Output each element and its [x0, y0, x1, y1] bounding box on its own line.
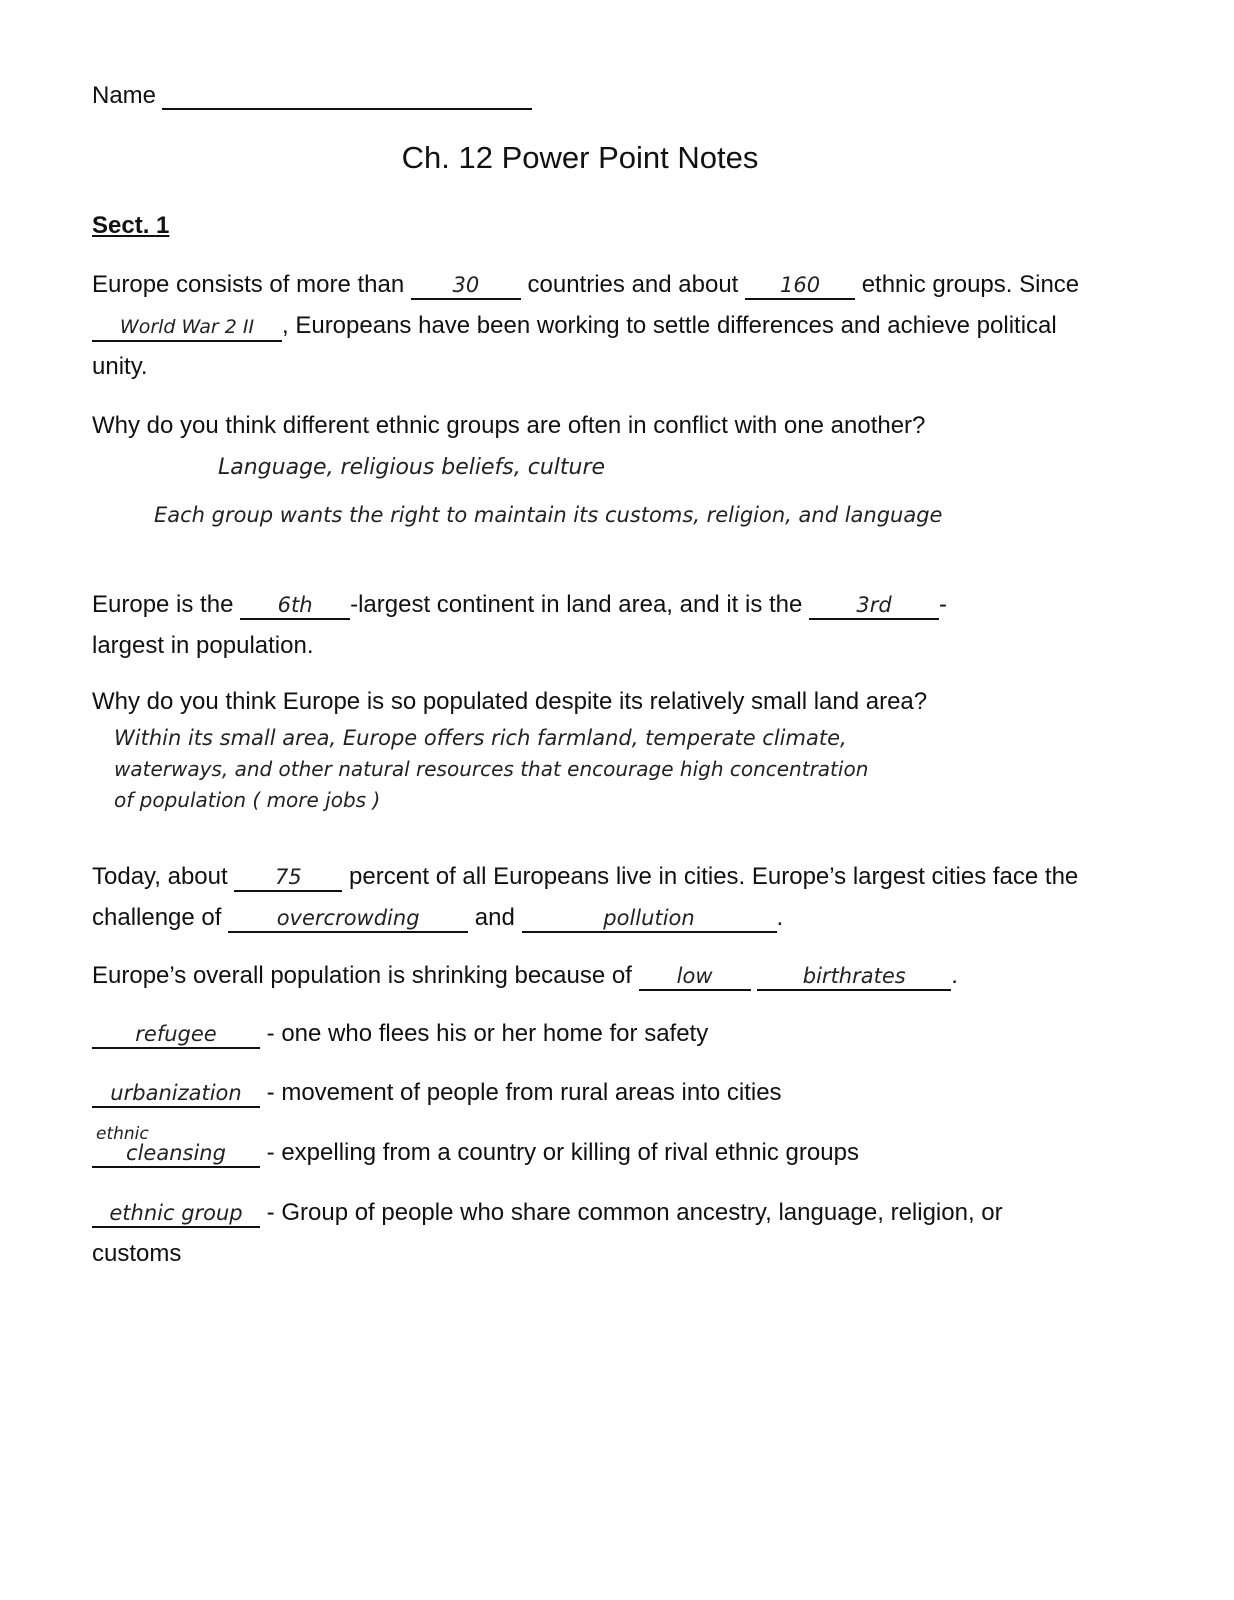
- answer-shrinking-1: low: [639, 963, 751, 991]
- vocab-urbanization: [92, 1072, 1092, 1113]
- answer-populated-line-1: Within its small area, Europe offers rich farmland, temperate climate,: [114, 726, 847, 750]
- p1-text-3: ethnic groups. Since: [861, 271, 1080, 298]
- p2-text-1: Europe is the: [92, 591, 234, 618]
- answer-challenge-2: pollution: [522, 905, 777, 933]
- vocab-term-refugee: refugee: [92, 1021, 260, 1049]
- vocab-def-ethnic-group: - Group of people who share common ancestry, language, religion, or customs: [92, 1199, 1003, 1267]
- p3-text-4: .: [776, 904, 784, 931]
- vocab-term-urbanization: urbanization: [92, 1080, 260, 1108]
- paragraph-shrinking-population: [92, 955, 1092, 996]
- name-blank-line: [162, 84, 532, 110]
- p4-text-1: Europe’s overall population is shrinking because of: [92, 962, 632, 989]
- answer-shrinking-2: birthrates: [757, 963, 951, 991]
- answer-population-rank: 3rd: [809, 592, 939, 620]
- p2-text-2: -largest continent in land area, and it is the: [350, 591, 803, 618]
- vocab-ethnic-cleansing: [92, 1132, 1092, 1173]
- p3-text-1: Today, about: [92, 863, 228, 890]
- p1-text-1: Europe consists of more than: [92, 271, 405, 298]
- answer-land-rank: 6th: [240, 592, 350, 620]
- answer-city-percent: 75: [234, 864, 342, 892]
- vocab-def-ethnic-cleansing: - expelling from a country or killing of rival ethnic groups: [266, 1139, 859, 1166]
- answer-countries: 30: [411, 272, 521, 300]
- name-label: Name: [92, 82, 157, 109]
- vocab-def-urbanization: - movement of people from rural areas into cities: [266, 1079, 782, 1106]
- p2-text-4: largest in population.: [92, 632, 314, 659]
- answer-populated-line-2: waterways, and other natural resources that encourage high concentration: [114, 757, 869, 781]
- vocab-term-ethnic-cleansing: cleansing: [92, 1140, 260, 1168]
- answer-since-war: World War 2 II: [92, 314, 282, 342]
- vocab-def-refugee: - one who flees his or her home for safety: [266, 1020, 709, 1047]
- paragraph-europe-countries: [92, 264, 1092, 387]
- p1-text-4: , Europeans have been working to settle differences and achieve political unity.: [92, 312, 1057, 380]
- answer-challenge-1: overcrowding: [228, 905, 468, 933]
- p3-text-2: percent of all Europeans live in cities. Europe’s largest cities face the challenge of: [92, 863, 1079, 931]
- answer-populated-line-3: of population ( more jobs ): [114, 788, 381, 812]
- p3-text-3: and: [474, 904, 515, 931]
- section-heading: Sect. 1: [92, 212, 170, 239]
- vocab-term-ethnic-top: ethnic: [96, 1124, 149, 1144]
- page-title: Ch. 12 Power Point Notes: [401, 140, 759, 175]
- vocab-ethnic-group: [92, 1192, 1092, 1274]
- question-ethnic-conflict: Why do you think different ethnic groups are often in conflict with one another?: [92, 412, 926, 439]
- answer-conflict-line-2: Each group wants the right to maintain its customs, religion, and language: [154, 503, 943, 527]
- vocab-term-ethnic-group: ethnic group: [92, 1200, 260, 1228]
- paragraph-cities: [92, 856, 1092, 938]
- name-row: [92, 82, 532, 110]
- vocab-refugee: [92, 1013, 1092, 1054]
- p1-text-2: countries and about: [527, 271, 739, 298]
- p2-text-3: -: [939, 591, 948, 618]
- p4-text-2: .: [951, 962, 958, 989]
- answer-conflict-line-1: Language, religious beliefs, culture: [218, 455, 606, 480]
- paragraph-europe-size: [92, 584, 1192, 666]
- answer-ethnic-groups: 160: [745, 272, 855, 300]
- question-europe-populated: Why do you think Europe is so populated despite its relatively small land area?: [92, 688, 928, 715]
